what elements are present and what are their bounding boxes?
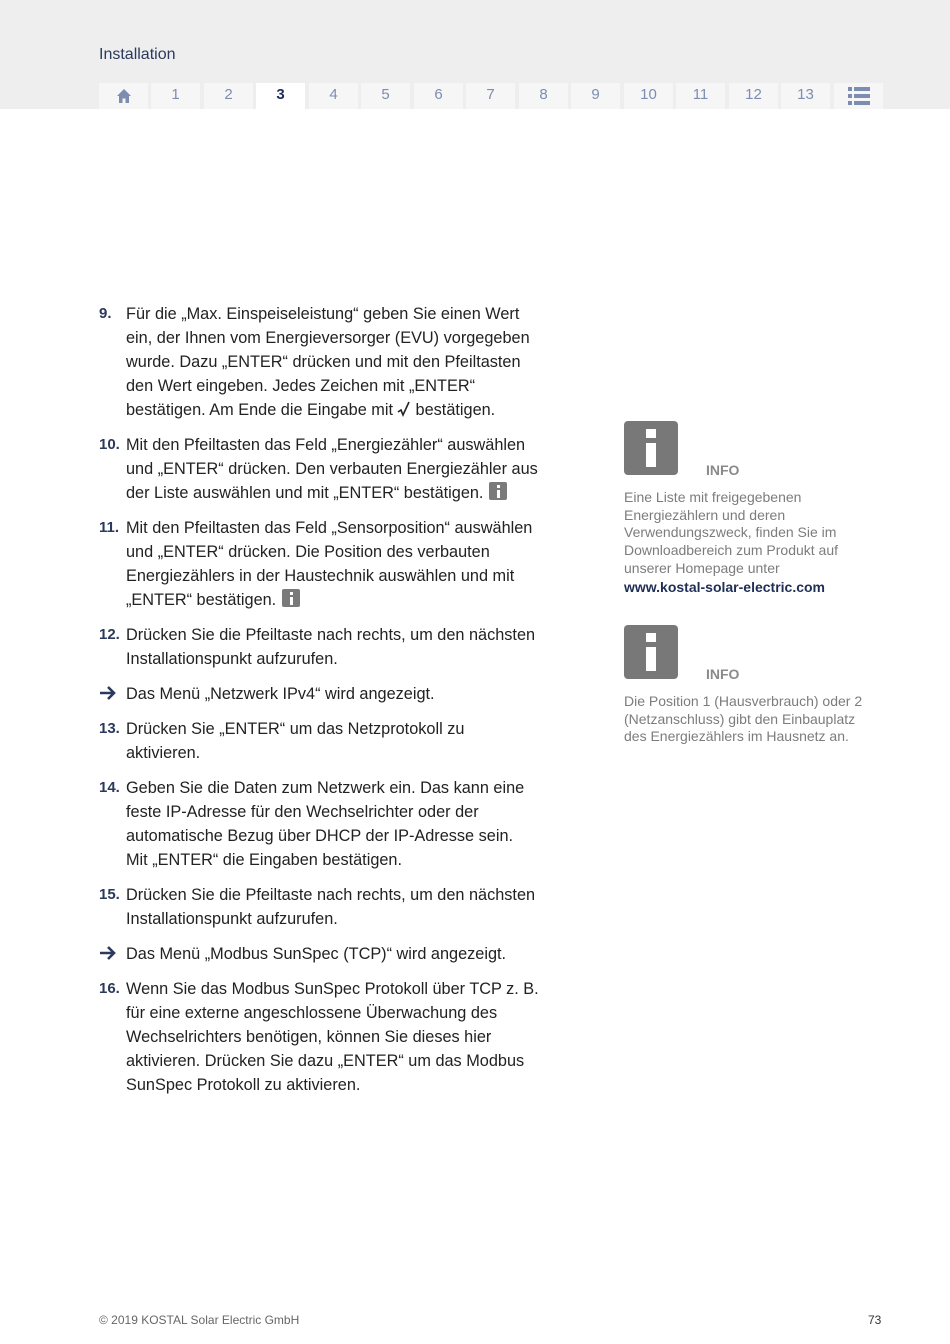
step-12	[99, 623, 539, 671]
step-11	[99, 516, 539, 612]
step-text: Drücken Sie „ENTER“ um das Netzprotokoll zu aktivieren.	[126, 720, 465, 762]
website-link[interactable]: www.kostal-solar-electric.com	[624, 578, 825, 595]
step-number: 9.	[99, 305, 112, 322]
step-10	[99, 433, 539, 505]
step-number: 15.	[99, 886, 120, 903]
step-text-end: bestätigen.	[415, 401, 496, 419]
step-text: Drücken Sie die Pfeiltaste nach rechts, um den nächsten Installationspunkt aufzurufen.	[126, 886, 536, 928]
tab-3[interactable]: 3	[256, 83, 305, 110]
step-number: 11.	[99, 519, 120, 536]
tab-2[interactable]: 2	[204, 83, 253, 109]
page-header	[0, 0, 950, 109]
home-tab[interactable]	[99, 83, 148, 109]
result-1	[99, 682, 539, 706]
info-box-energy-meters	[624, 421, 874, 596]
info-text: Die Position 1 (Hausverbrauch) oder 2 (Netzanschluss) gibt den Einbauplatz des Energiezählers im Hausnetz an.	[624, 693, 863, 745]
arrow-right-icon	[99, 684, 117, 702]
step-text: Für die „Max. Einspeiseleistung“ geben Sie einen Wert ein, der Ihnen vom Energieversorger (EVU) vorgegeben wurde. Dazu „ENTER“ drücken und mit den Pfeiltasten den Wert eingeben. Jedes Zeichen mit „ENTER“ bestätigen. Am Ende die Eingabe mit	[126, 305, 530, 419]
info-icon	[282, 589, 300, 607]
info-label: INFO	[706, 462, 740, 478]
tab-7[interactable]: 7	[466, 83, 515, 109]
step-13	[99, 717, 539, 765]
step-text: Wenn Sie das Modbus SunSpec Protokoll über TCP z. B. für eine externe angeschlossene Überwachung des Wechselrichters benötigen, können Sie dieses hier aktivieren. Drücken Sie dazu „ENTER“ um das Modbus SunSpec Protokoll zu aktivieren.	[126, 980, 539, 1094]
step-number: 12.	[99, 626, 120, 643]
tab-8[interactable]: 8	[519, 83, 568, 109]
info-box-sensor-position	[624, 625, 874, 746]
tab-5[interactable]: 5	[361, 83, 410, 109]
info-body: Eine Liste mit freigegebenen Energiezählern und deren Verwendungszweck, finden Sie im Downloadbereich zum Produkt auf unserer Homepage unter	[624, 489, 839, 576]
info-text	[624, 489, 874, 596]
result-text: Das Menü „Netzwerk IPv4“ wird angezeigt.	[126, 685, 435, 703]
info-icon	[489, 482, 507, 500]
home-icon	[116, 88, 132, 104]
result-text: Das Menü „Modbus SunSpec (TCP)“ wird angezeigt.	[126, 945, 507, 963]
section-title: Installation	[99, 46, 176, 63]
step-number: 13.	[99, 720, 120, 737]
tab-13[interactable]: 13	[781, 83, 830, 109]
tab-11[interactable]: 11	[676, 83, 725, 109]
result-2	[99, 942, 539, 966]
info-icon	[624, 625, 678, 679]
list-icon	[848, 87, 870, 105]
step-number: 16.	[99, 980, 120, 997]
step-text: Mit den Pfeiltasten das Feld „Sensorposition“ auswählen und „ENTER“ drücken. Die Position des verbauten Energiezählers in der Haustechnik auswählen und mit „ENTER“ bestätigen.	[126, 519, 533, 609]
step-15	[99, 883, 539, 931]
step-16	[99, 977, 539, 1097]
contents-tab[interactable]	[834, 83, 883, 109]
step-text: Geben Sie die Daten zum Netzwerk ein. Das kann eine feste IP-Adresse für den Wechselrichter oder der automatische Bezug über DHCP der IP-Adresse sein. Mit „ENTER“ die Eingaben bestätigen.	[126, 779, 525, 869]
step-number: 14.	[99, 779, 120, 796]
info-icon	[624, 421, 678, 475]
step-list	[99, 302, 539, 1108]
info-label: INFO	[706, 666, 740, 682]
arrow-right-icon	[99, 944, 117, 962]
checkmark-icon	[397, 401, 411, 419]
tab-12[interactable]: 12	[729, 83, 778, 109]
copyright: © 2019 KOSTAL Solar Electric GmbH	[99, 1313, 300, 1327]
step-14	[99, 776, 539, 872]
step-text: Drücken Sie die Pfeiltaste nach rechts, um den nächsten Installationspunkt aufzurufen.	[126, 626, 536, 668]
tab-1[interactable]: 1	[151, 83, 200, 109]
tab-6[interactable]: 6	[414, 83, 463, 109]
page-number: 73	[868, 1313, 882, 1327]
step-number: 10.	[99, 436, 120, 453]
step-9	[99, 302, 539, 422]
step-text: Mit den Pfeiltasten das Feld „Energiezähler“ auswählen und „ENTER“ drücken. Den verbauten Energiezähler aus der Liste auswählen und mit „ENTER“ bestätigen.	[126, 436, 538, 502]
tab-4[interactable]: 4	[309, 83, 358, 109]
tab-9[interactable]: 9	[571, 83, 620, 109]
tab-10[interactable]: 10	[624, 83, 673, 109]
